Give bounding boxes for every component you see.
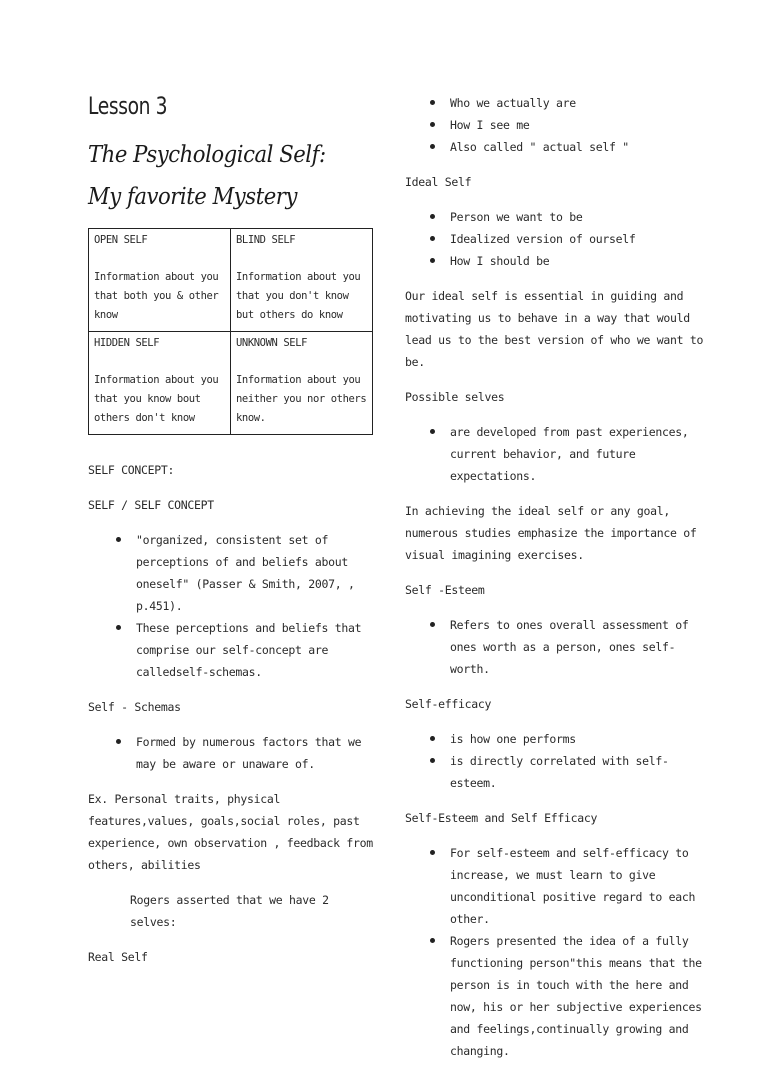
possible-selves-list bbox=[405, 421, 705, 487]
table-row bbox=[89, 229, 373, 332]
list-item: These perceptions and beliefs that comprise our self-concept are calledself-schemas. bbox=[136, 617, 378, 683]
list-item: Idealized version of ourself bbox=[450, 228, 705, 250]
cell-body: Information about you that you know bout others don't know bbox=[94, 374, 219, 424]
ideal-self-paragraph: Our ideal self is essential in guiding and motivating us to behave in a way that would lead us to the best version of who we want to be. bbox=[405, 289, 704, 369]
list-item: How I see me bbox=[450, 114, 705, 136]
table-row bbox=[89, 332, 373, 435]
cell-body: Information about you that you don't know but others do know bbox=[236, 271, 361, 321]
list-item: Also called " actual self " bbox=[450, 136, 705, 158]
rogers-paragraph: Rogers asserted that we have 2 selves: bbox=[130, 893, 329, 929]
ideal-self-heading: Ideal Self bbox=[405, 175, 472, 189]
list-item: is how one performs bbox=[450, 728, 705, 750]
self-schemas-list bbox=[88, 731, 378, 775]
cell-heading: OPEN SELF bbox=[94, 234, 148, 246]
list-item: Rogers presented the idea of a fully functioning person"this means that the person is in touch with the here and now, his or her subjective experiences and feelings,continually growing and changing. bbox=[450, 930, 705, 1062]
achieving-paragraph: In achieving the ideal self or any goal, numerous studies emphasize the importance of visual imagining exercises. bbox=[405, 504, 697, 562]
possible-selves-heading: Possible selves bbox=[405, 390, 505, 404]
list-item: For self-esteem and self-efficacy to increase, we must learn to give unconditional positive regard to each other. bbox=[450, 842, 705, 930]
self-esteem-heading: Self -Esteem bbox=[405, 583, 485, 597]
self-concept-list bbox=[88, 529, 378, 683]
esteem-efficacy-list bbox=[405, 842, 705, 1062]
cell-body: Information about you neither you nor others know. bbox=[236, 374, 367, 424]
real-self-list bbox=[405, 92, 705, 158]
real-self-heading: Real Self bbox=[88, 950, 148, 964]
table-cell-blind-self bbox=[231, 229, 373, 332]
cell-heading: HIDDEN SELF bbox=[94, 337, 160, 349]
list-item: "organized, consistent set of perceptions of and beliefs about oneself" (Passer & Smith, 2007, , p.451). bbox=[136, 529, 378, 617]
table-cell-unknown-self bbox=[231, 332, 373, 435]
self-concept-heading: SELF CONCEPT: bbox=[88, 463, 175, 477]
cell-body: Information about you that both you & other know bbox=[94, 271, 219, 321]
document-title: The Psychological Self: My favorite Mystery bbox=[88, 142, 326, 210]
lesson-label: Lesson 3 bbox=[88, 92, 168, 120]
self-esteem-list bbox=[405, 614, 705, 680]
list-item: Who we actually are bbox=[450, 92, 705, 114]
cell-heading: BLIND SELF bbox=[236, 234, 296, 246]
table-cell-open-self bbox=[89, 229, 231, 332]
left-column bbox=[88, 92, 378, 981]
right-column bbox=[405, 92, 705, 1075]
list-item: Person we want to be bbox=[450, 206, 705, 228]
example-paragraph: Ex. Personal traits, physical features,values, goals,social roles, past experience, own observation , feedback from others, abilities bbox=[88, 792, 373, 872]
self-concept-subheading: SELF / SELF CONCEPT bbox=[88, 498, 214, 512]
self-efficacy-list bbox=[405, 728, 705, 794]
esteem-efficacy-heading: Self-Esteem and Self Efficacy bbox=[405, 811, 598, 825]
list-item: Refers to ones overall assessment of ones worth as a person, ones self-worth. bbox=[450, 614, 705, 680]
ideal-self-list bbox=[405, 206, 705, 272]
list-item: How I should be bbox=[450, 250, 705, 272]
list-item: is directly correlated with self-esteem. bbox=[450, 750, 705, 794]
list-item: Formed by numerous factors that we may be aware or unaware of. bbox=[136, 731, 378, 775]
self-efficacy-heading: Self-efficacy bbox=[405, 697, 492, 711]
list-item: are developed from past experiences, current behavior, and future expectations. bbox=[450, 421, 705, 487]
cell-heading: UNKNOWN SELF bbox=[236, 337, 308, 349]
johari-window-table bbox=[88, 228, 373, 435]
table-cell-hidden-self bbox=[89, 332, 231, 435]
self-schemas-heading: Self - Schemas bbox=[88, 700, 181, 714]
